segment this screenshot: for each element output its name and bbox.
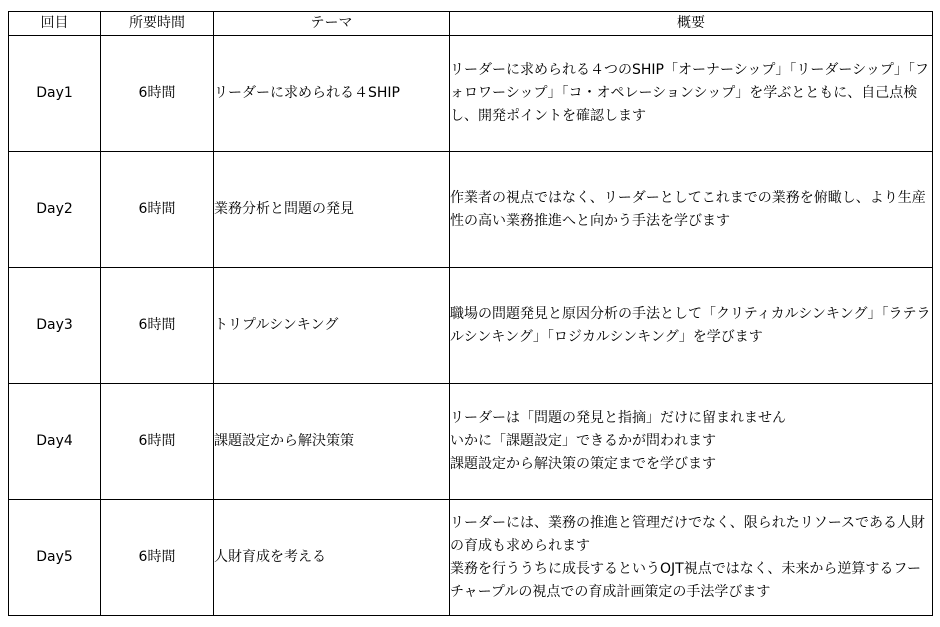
summary-line: 作業者の視点ではなく、リーダーとしてこれまでの業務を俯瞰し、より生産性の高い業務推進へと向かう手法を学びます xyxy=(450,189,926,229)
theme-cell: 課題設定から解決策策 xyxy=(214,384,450,500)
table-row xyxy=(9,384,933,500)
day-cell: Day1 xyxy=(9,36,101,152)
theme-cell: 業務分析と問題の発見 xyxy=(214,152,450,268)
duration-cell: 6時間 xyxy=(101,384,214,500)
header-row xyxy=(9,12,933,36)
summary-line: リーダーには、業務の推進と管理だけでなく、限られたリソースである人財の育成も求められます xyxy=(450,514,926,554)
table-row xyxy=(9,500,933,616)
duration-cell: 6時間 xyxy=(101,500,214,616)
summary-line: リーダーに求められる４つのSHIP「オーナーシップ」「リーダーシップ」「フォロワーシップ」「コ・オペレーションシップ」を学ぶとともに、自己点検し、開発ポイントを確認します xyxy=(450,62,929,124)
summary-line: いかに「課題設定」できるかが問われます xyxy=(450,433,716,449)
summary-cell xyxy=(450,268,933,384)
header-theme: テーマ xyxy=(214,12,450,36)
theme-cell: 人財育成を考える xyxy=(214,500,450,616)
duration-cell: 6時間 xyxy=(101,268,214,384)
summary-cell xyxy=(450,36,933,152)
summary-cell xyxy=(450,500,933,616)
day-cell: Day4 xyxy=(9,384,101,500)
day-cell: Day2 xyxy=(9,152,101,268)
table-row xyxy=(9,36,933,152)
table-row xyxy=(9,152,933,268)
summary-line: 課題設定から解決策の策定までを学びます xyxy=(450,456,716,472)
training-schedule-table xyxy=(8,11,933,616)
summary-cell xyxy=(450,152,933,268)
day-cell: Day3 xyxy=(9,268,101,384)
day-cell: Day5 xyxy=(9,500,101,616)
summary-cell xyxy=(450,384,933,500)
summary-line: リーダーは「問題の発見と指摘」だけに留まれません xyxy=(450,410,786,426)
duration-cell: 6時間 xyxy=(101,36,214,152)
duration-cell: 6時間 xyxy=(101,152,214,268)
header-round: 回目 xyxy=(9,12,101,36)
theme-cell: トリプルシンキング xyxy=(214,268,450,384)
header-summary: 概要 xyxy=(450,12,933,36)
header-duration: 所要時間 xyxy=(101,12,214,36)
summary-line: 職場の問題発見と原因分析の手法として「クリティカルシンキング」「ラテラルシンキング」「ロジカルシンキング」を学びます xyxy=(450,305,931,345)
theme-cell: リーダーに求められる４SHIP xyxy=(214,36,450,152)
table-row xyxy=(9,268,933,384)
summary-line: 業務を行ううちに成長するというOJT視点ではなく、未来から逆算するフーチャープルの視点での育成計画策定の手法学びます xyxy=(450,560,921,600)
